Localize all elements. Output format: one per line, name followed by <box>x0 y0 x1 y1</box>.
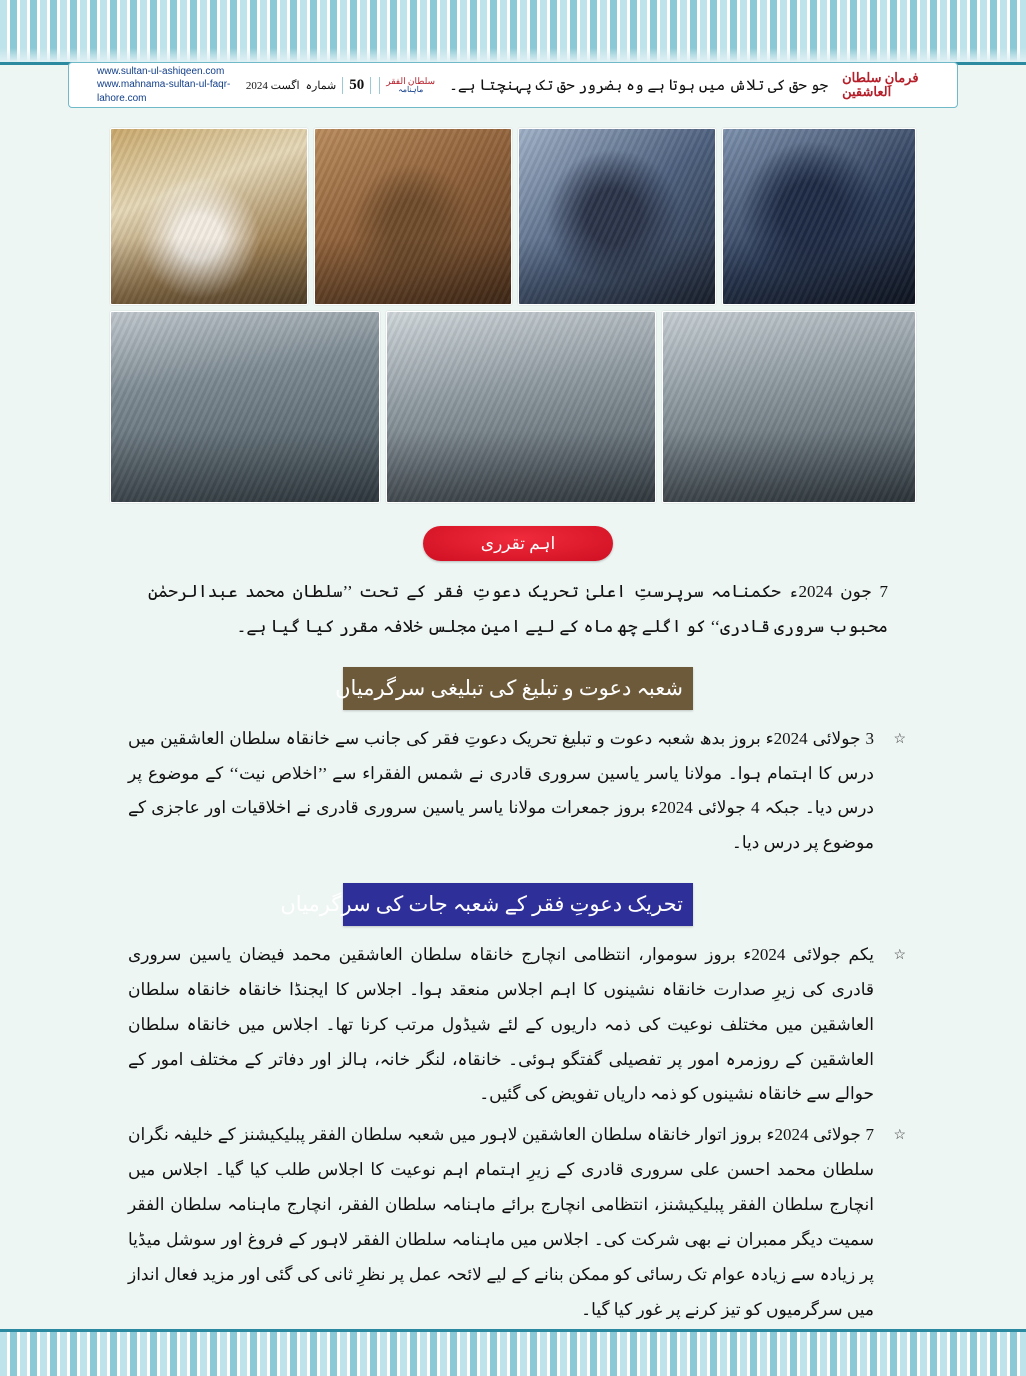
pill-heading-wrap <box>120 526 916 561</box>
decorative-bottom-border <box>0 1329 1026 1376</box>
list-tehreek-departments <box>128 938 908 1327</box>
photo-gathering-center <box>386 311 656 503</box>
issue-info <box>246 77 435 94</box>
star-bullet-icon: ☆ <box>893 948 906 964</box>
photo-shaykh-praying <box>110 128 308 305</box>
header-tagline: جو حق کی تلاش میں ہوتا ہے وہ بضرور حق تک پہنچتا ہے۔ <box>449 77 829 94</box>
issue-date: اگست 2024 <box>245 79 300 92</box>
photo-man-with-glasses-praying <box>518 128 716 305</box>
decorative-top-border <box>0 0 1026 65</box>
brand-mark <box>842 71 951 98</box>
website-urls <box>75 65 246 106</box>
page-header <box>68 62 958 108</box>
url-1[interactable]: www.sultan-ul-ashiqeen.com <box>97 65 225 77</box>
heading-important-appointment: اہم تقرری <box>423 526 613 561</box>
list-item <box>128 938 908 1112</box>
photo-gathering-left <box>110 311 380 503</box>
star-bullet-icon: ☆ <box>893 1128 906 1144</box>
url-2[interactable]: www.mahnama-sultan-ul-faqr-lahore.com <box>97 79 231 104</box>
photo-row-bottom <box>110 311 916 503</box>
photo-row-top <box>110 128 916 305</box>
paragraph-important-appointment: 7 جون 2024ء حکمنامہ سرپرستِ اعلیٰ تحریک دعوتِ فقر کے تحت ’’سلطان محمد عبدالرحمٰن محبوب سروری قادری‘‘ کو اگلے چھ ماہ کے لیے امین مجلس خلافہ مقرر کیا گیا ہے۔ <box>148 582 888 636</box>
list-item-text: یکم جولائی 2024ء بروز سوموار، انتظامی انچارج خانقاہ سلطان العاشقین محمد فیضان یاسین سروری قادری کی زیرِ صدارت خانقاہ نشینوں کا اہم اجلاس منعقد ہوا۔ اجلاس کا ایجنڈا خانقاہ خانقاہ سلطان العاشقین میں مختلف نوعیت کی ذمہ داریوں کے لئے شیڈول مرتب کرنا تھا۔ اجلاس میں خانقاہ سلطان العاشقین کے روزمرہ امور پر تفصیلی گفتگو ہوئی۔ خانقاہ، لنگر خانہ، ہالز اور دفاتر کے مختلف امور کے حوالے سے خانقاہ نشینوں کو ذمہ داریاں تفویض کی گئیں۔ <box>128 945 874 1104</box>
magazine-logo-mini <box>379 77 435 94</box>
list-item <box>128 722 908 861</box>
list-item-text: 3 جولائی 2024ء بروز بدھ شعبہ دعوت و تبلیغ تحریک دعوتِ فقر کی جانب سے خانقاہ سلطان العاشقین میں درس کا اہتمام ہوا۔ مولانا یاسر یاسین سروری قادری نے شمس الفقراء سے ’’اخلاص نیت‘‘ کے موضوع پر درس دیا۔ جبکہ 4 جولائی 2024ء بروز جمعرات مولانا یاسر یاسین سروری قادری نے اخلاقیات اور عاجزی کے موضوع پر درس دیا۔ <box>128 728 875 853</box>
photo-speaker-at-mic <box>314 128 512 305</box>
heading-dawat-tableegh: شعبہ دعوت و تبلیغ کی تبلیغی سرگرمیاں <box>343 667 693 710</box>
photo-gallery <box>110 128 916 503</box>
article-body <box>120 520 916 1333</box>
photo-young-man-praying <box>722 128 916 305</box>
photo-gathering-right <box>662 311 916 503</box>
logo-mini-bottom: ماہنامہ <box>398 84 424 94</box>
brand-title: فرمانِ سلطان العاشقین <box>842 70 919 99</box>
list-dawat-tableegh <box>128 722 908 861</box>
heading-tehreek-departments: تحریک دعوتِ فقر کے شعبہ جات کی سرگرمیاں <box>343 883 693 926</box>
logo-mini-top: سلطان الفقر <box>386 75 436 86</box>
page-number: 50 <box>342 77 371 94</box>
list-item <box>128 1118 908 1327</box>
issue-label: شمارہ <box>305 79 337 92</box>
list-item-text: 7 جولائی 2024ء بروز اتوار خانقاہ سلطان العاشقین لاہور میں شعبہ سلطان الفقر پبلیکیشنز کے خلیفہ نگران سلطان محمد احسن علی سروری قادری کے زیرِ اہتمام اہم نوعیت کا اجلاس طلب کیا گیا۔ اجلاس میں انچارج سلطان الفقر پبلیکیشنز، انتظامی انچارج برائے ماہنامہ سلطان الفقر، انچارج ماہنامہ سلطان الفقر سمیت دیگر ممبران نے بھی شرکت کی۔ اجلاس میں ماہنامہ سلطان الفقر لاہور کے فروغ اور سوشل میڈیا پر زیادہ سے زیادہ عوام تک رسائی کو ممکن بنانے کے لیے لائحہ عمل پر نظرِ ثانی کی گئی اور مزید فعال انداز میں سرگرمیوں کو تیز کرنے پر غور کیا گیا۔ <box>128 1125 874 1319</box>
star-bullet-icon: ☆ <box>893 731 906 747</box>
